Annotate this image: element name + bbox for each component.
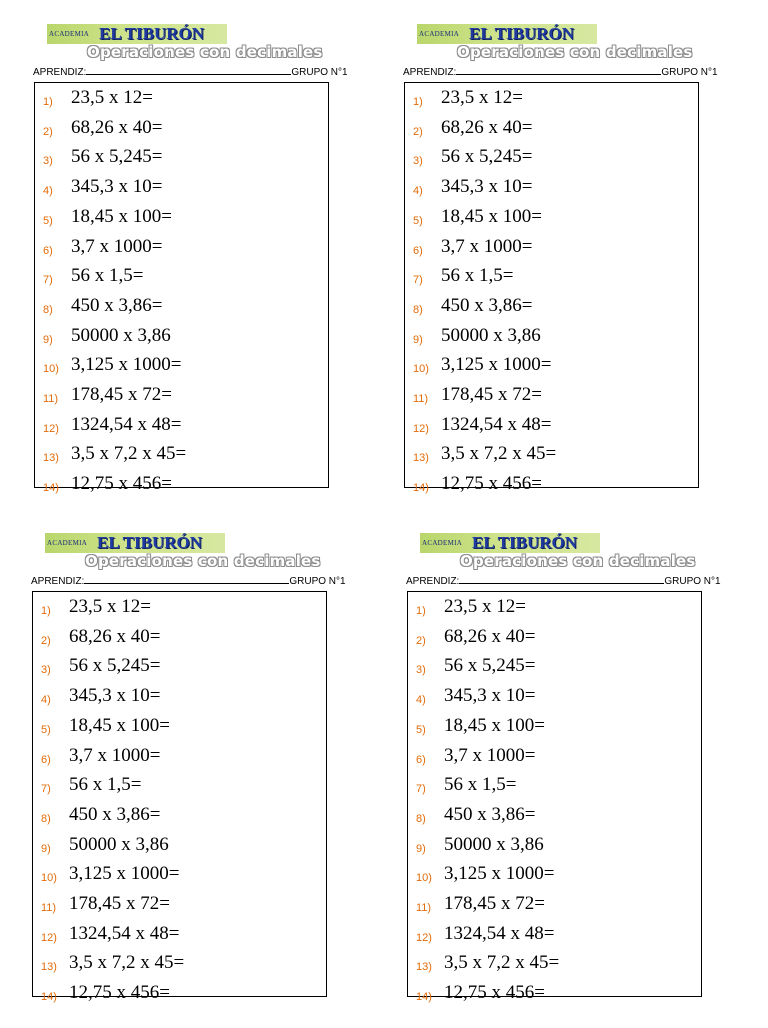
exercise-item xyxy=(408,594,698,624)
exercise-number: 5) xyxy=(43,214,53,227)
academy-logo xyxy=(45,533,225,553)
exercise-expression: 1324,54 x 48= xyxy=(444,922,555,944)
exercise-number: 1) xyxy=(416,605,426,617)
exercise-expression: 3,125 x 1000= xyxy=(441,354,552,376)
worksheet-bottom-left xyxy=(31,533,391,1028)
exercise-item xyxy=(35,234,325,264)
exercise-item xyxy=(408,713,698,743)
exercise-expression: 450 x 3,86= xyxy=(69,803,161,825)
exercise-expression: 50000 x 3,86 xyxy=(441,324,541,346)
exercise-number: 4) xyxy=(43,185,53,198)
academy-label: ACADEMIA xyxy=(422,539,463,547)
exercise-expression: 178,45 x 72= xyxy=(69,893,170,914)
exercise-number: 14) xyxy=(416,991,432,1004)
academy-label: ACADEMIA xyxy=(419,30,460,38)
exercise-number: 10) xyxy=(413,363,429,376)
exercise-item xyxy=(408,802,698,832)
exercise-expression: 56 x 1,5= xyxy=(444,774,517,796)
exercise-expression: 178,45 x 72= xyxy=(444,893,545,914)
exercise-number: 3) xyxy=(416,664,426,677)
exercise-expression: 3,5 x 7,2 x 45= xyxy=(71,443,187,465)
exercise-number: 14) xyxy=(43,482,59,495)
exercise-item xyxy=(33,683,323,713)
exercise-expression: 68,26 x 40= xyxy=(71,116,163,138)
exercise-number: 5) xyxy=(413,214,423,227)
exercise-number: 7) xyxy=(416,783,426,796)
exercise-item xyxy=(35,204,325,234)
exercise-number: 6) xyxy=(41,753,51,766)
exercise-number: 11) xyxy=(41,902,57,914)
exercise-expression: 56 x 1,5= xyxy=(69,774,142,796)
exercise-expression: 3,5 x 7,2 x 45= xyxy=(441,443,557,465)
exercise-expression: 3,125 x 1000= xyxy=(444,863,555,885)
name-blank-line xyxy=(456,66,661,75)
exercise-expression: 450 x 3,86= xyxy=(441,294,533,316)
aprendiz-label: APRENDIZ: xyxy=(31,576,85,587)
exercise-expression: 56 x 5,245= xyxy=(71,146,163,168)
academy-label: ACADEMIA xyxy=(49,30,90,38)
exercise-expression: 68,26 x 40= xyxy=(441,116,533,138)
exercise-expression: 1324,54 x 48= xyxy=(69,922,180,944)
exercise-expression: 450 x 3,86= xyxy=(444,803,536,825)
exercise-number: 9) xyxy=(41,842,51,855)
exercise-number: 10) xyxy=(43,363,59,376)
exercise-item xyxy=(35,441,325,471)
grupo-label: GRUPO N°1 xyxy=(661,67,718,78)
exercise-item xyxy=(35,85,325,115)
exercise-expression: 56 x 5,245= xyxy=(444,655,536,677)
exercise-number: 2) xyxy=(416,634,426,647)
exercise-number: 2) xyxy=(41,634,51,647)
exercise-number: 11) xyxy=(416,902,432,914)
exercise-number: 13) xyxy=(413,452,429,465)
exercise-expression: 178,45 x 72= xyxy=(71,384,172,405)
exercise-number: 13) xyxy=(416,961,432,974)
exercise-expression: 3,7 x 1000= xyxy=(444,744,536,766)
exercise-box xyxy=(407,591,702,1004)
exercise-item xyxy=(33,921,323,951)
exercise-number: 1) xyxy=(413,96,423,108)
worksheet-top-left xyxy=(33,24,393,519)
exercise-item xyxy=(408,921,698,951)
exercise-number: 7) xyxy=(43,274,53,287)
exercise-expression: 18,45 x 100= xyxy=(444,714,545,736)
exercise-expression: 12,75 x 456= xyxy=(71,473,172,495)
worksheet-title: Operaciones con decimales xyxy=(87,43,323,61)
exercise-item xyxy=(35,323,325,353)
worksheet-bottom-right xyxy=(406,533,766,1028)
exercise-item xyxy=(405,471,695,501)
exercise-expression: 12,75 x 456= xyxy=(444,982,545,1004)
exercise-item xyxy=(405,85,695,115)
exercise-item xyxy=(408,950,698,980)
exercise-expression: 3,125 x 1000= xyxy=(71,354,182,376)
academy-name: EL TIBURÓN xyxy=(97,533,203,552)
exercise-item xyxy=(405,412,695,442)
exercise-number: 7) xyxy=(413,274,423,287)
exercise-item xyxy=(35,144,325,174)
exercise-item xyxy=(408,891,698,921)
exercise-expression: 23,5 x 12= xyxy=(71,87,153,108)
exercise-item xyxy=(33,624,323,654)
exercise-item xyxy=(408,683,698,713)
exercise-item xyxy=(408,861,698,891)
exercise-item xyxy=(35,115,325,145)
exercise-expression: 50000 x 3,86 xyxy=(71,324,171,346)
student-info-row xyxy=(406,575,766,587)
exercise-number: 3) xyxy=(43,155,53,168)
exercise-number: 2) xyxy=(43,125,53,138)
exercise-number: 3) xyxy=(413,155,423,168)
exercise-number: 12) xyxy=(43,422,59,435)
exercise-number: 13) xyxy=(41,961,57,974)
exercise-number: 11) xyxy=(43,393,59,405)
exercise-item xyxy=(33,832,323,862)
exercise-item xyxy=(33,980,323,1010)
exercise-item xyxy=(33,772,323,802)
exercise-number: 5) xyxy=(416,723,426,736)
exercise-expression: 345,3 x 10= xyxy=(444,685,536,707)
exercise-item xyxy=(408,980,698,1010)
exercise-item xyxy=(405,352,695,382)
exercise-box xyxy=(32,591,327,1004)
exercise-number: 7) xyxy=(41,783,51,796)
exercise-number: 12) xyxy=(413,422,429,435)
exercise-expression: 56 x 1,5= xyxy=(71,265,144,287)
exercise-item xyxy=(405,144,695,174)
aprendiz-label: APRENDIZ: xyxy=(33,67,87,78)
exercise-number: 10) xyxy=(416,872,432,885)
exercise-expression: 12,75 x 456= xyxy=(441,473,542,495)
exercise-number: 2) xyxy=(413,125,423,138)
exercise-number: 4) xyxy=(416,694,426,707)
exercise-number: 6) xyxy=(416,753,426,766)
exercise-box xyxy=(404,82,699,495)
exercise-number: 6) xyxy=(413,244,423,257)
name-blank-line xyxy=(459,575,664,584)
exercise-item xyxy=(408,624,698,654)
aprendiz-label: APRENDIZ: xyxy=(406,576,460,587)
exercise-item xyxy=(35,352,325,382)
exercise-number: 12) xyxy=(416,931,432,944)
exercise-number: 14) xyxy=(413,482,429,495)
name-blank-line xyxy=(84,575,289,584)
grupo-label: GRUPO N°1 xyxy=(289,576,346,587)
exercise-expression: 56 x 1,5= xyxy=(441,265,514,287)
exercise-expression: 178,45 x 72= xyxy=(441,384,542,405)
exercise-item xyxy=(408,653,698,683)
exercise-number: 4) xyxy=(413,185,423,198)
exercise-item xyxy=(405,441,695,471)
worksheet-top-right xyxy=(403,24,763,519)
exercise-number: 8) xyxy=(41,812,51,825)
exercise-expression: 3,7 x 1000= xyxy=(441,235,533,257)
exercise-expression: 56 x 5,245= xyxy=(441,146,533,168)
exercise-item xyxy=(408,743,698,773)
academy-name: EL TIBURÓN xyxy=(472,533,578,552)
exercise-box xyxy=(34,82,329,495)
exercise-expression: 3,5 x 7,2 x 45= xyxy=(444,952,560,974)
grupo-label: GRUPO N°1 xyxy=(664,576,721,587)
exercise-item xyxy=(33,861,323,891)
exercise-item xyxy=(33,950,323,980)
exercise-item xyxy=(35,412,325,442)
exercise-number: 14) xyxy=(41,991,57,1004)
exercise-item xyxy=(405,204,695,234)
exercise-expression: 345,3 x 10= xyxy=(441,176,533,198)
exercise-item xyxy=(33,743,323,773)
exercise-expression: 68,26 x 40= xyxy=(69,625,161,647)
exercise-expression: 23,5 x 12= xyxy=(69,596,151,617)
exercise-item xyxy=(33,891,323,921)
exercise-number: 1) xyxy=(41,605,51,617)
academy-logo xyxy=(417,24,597,44)
exercise-expression: 18,45 x 100= xyxy=(441,205,542,227)
exercise-item xyxy=(405,382,695,412)
grupo-label: GRUPO N°1 xyxy=(291,67,348,78)
exercise-expression: 3,7 x 1000= xyxy=(71,235,163,257)
exercise-expression: 3,7 x 1000= xyxy=(69,744,161,766)
exercise-item xyxy=(33,653,323,683)
exercise-expression: 23,5 x 12= xyxy=(444,596,526,617)
student-info-row xyxy=(33,66,393,78)
exercise-item xyxy=(405,174,695,204)
exercise-item xyxy=(405,234,695,264)
exercise-number: 6) xyxy=(43,244,53,257)
exercise-item xyxy=(405,323,695,353)
exercise-number: 8) xyxy=(43,303,53,316)
exercise-expression: 345,3 x 10= xyxy=(71,176,163,198)
exercise-item xyxy=(35,293,325,323)
exercise-number: 11) xyxy=(413,393,429,405)
exercise-number: 9) xyxy=(416,842,426,855)
exercise-item xyxy=(35,263,325,293)
academy-logo xyxy=(47,24,227,44)
exercise-item xyxy=(33,594,323,624)
exercise-number: 12) xyxy=(41,931,57,944)
exercise-expression: 68,26 x 40= xyxy=(444,625,536,647)
academy-logo xyxy=(420,533,600,553)
exercise-number: 5) xyxy=(41,723,51,736)
exercise-item xyxy=(405,115,695,145)
exercise-item xyxy=(405,263,695,293)
student-info-row xyxy=(31,575,391,587)
exercise-number: 3) xyxy=(41,664,51,677)
worksheet-title: Operaciones con decimales xyxy=(460,552,696,570)
exercise-number: 13) xyxy=(43,452,59,465)
exercise-expression: 50000 x 3,86 xyxy=(444,833,544,855)
exercise-number: 9) xyxy=(413,333,423,346)
exercise-expression: 1324,54 x 48= xyxy=(71,413,182,435)
exercise-item xyxy=(405,293,695,323)
exercise-item xyxy=(33,802,323,832)
exercise-number: 4) xyxy=(41,694,51,707)
aprendiz-label: APRENDIZ: xyxy=(403,67,457,78)
exercise-number: 9) xyxy=(43,333,53,346)
student-info-row xyxy=(403,66,763,78)
exercise-expression: 3,125 x 1000= xyxy=(69,863,180,885)
exercise-expression: 3,5 x 7,2 x 45= xyxy=(69,952,185,974)
exercise-item xyxy=(35,471,325,501)
exercise-item xyxy=(33,713,323,743)
exercise-number: 10) xyxy=(41,872,57,885)
exercise-expression: 12,75 x 456= xyxy=(69,982,170,1004)
academy-label: ACADEMIA xyxy=(47,539,88,547)
academy-name: EL TIBURÓN xyxy=(469,24,575,43)
exercise-number: 8) xyxy=(413,303,423,316)
worksheet-title: Operaciones con decimales xyxy=(457,43,693,61)
exercise-expression: 56 x 5,245= xyxy=(69,655,161,677)
exercise-number: 1) xyxy=(43,96,53,108)
worksheet-title: Operaciones con decimales xyxy=(85,552,321,570)
exercise-expression: 50000 x 3,86 xyxy=(69,833,169,855)
exercise-number: 8) xyxy=(416,812,426,825)
exercise-expression: 18,45 x 100= xyxy=(69,714,170,736)
exercise-expression: 450 x 3,86= xyxy=(71,294,163,316)
exercise-expression: 18,45 x 100= xyxy=(71,205,172,227)
name-blank-line xyxy=(86,66,291,75)
academy-name: EL TIBURÓN xyxy=(99,24,205,43)
exercise-item xyxy=(408,772,698,802)
exercise-item xyxy=(408,832,698,862)
exercise-expression: 1324,54 x 48= xyxy=(441,413,552,435)
exercise-expression: 345,3 x 10= xyxy=(69,685,161,707)
exercise-item xyxy=(35,174,325,204)
exercise-expression: 23,5 x 12= xyxy=(441,87,523,108)
exercise-item xyxy=(35,382,325,412)
